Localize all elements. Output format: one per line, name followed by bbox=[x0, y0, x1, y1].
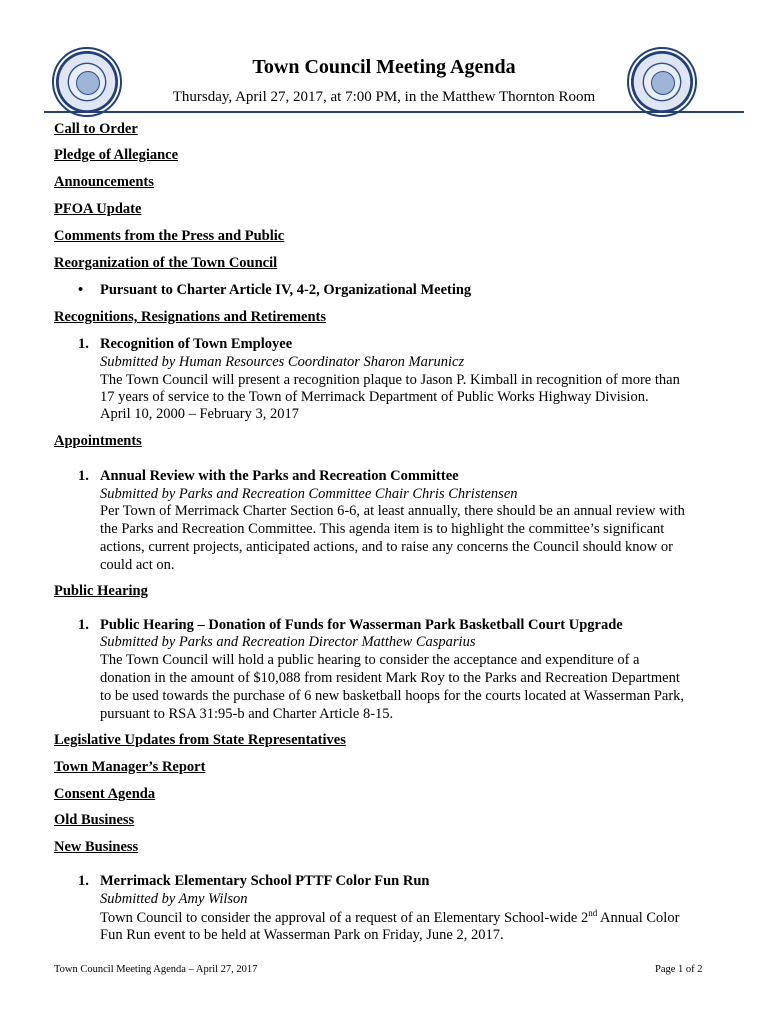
page-title: Town Council Meeting Agenda bbox=[252, 56, 516, 78]
item-title: Merrimack Elementary School PTTF Color Fun Run bbox=[100, 873, 430, 889]
item-number: 1. bbox=[78, 336, 89, 352]
item-title: Recognition of Town Employee bbox=[100, 336, 293, 352]
item-text-line: Fun Run event to be held at Wasserman Park on Friday, June 2, 2017. bbox=[100, 927, 504, 943]
item-text-line: The Town Council will hold a public hearing to consider the acceptance and expenditure of a bbox=[100, 652, 640, 668]
header-divider bbox=[44, 111, 744, 113]
item-text-line: to be used towards the purchase of 6 new basketball hoops for the courts located at Wasserman Park, bbox=[100, 688, 685, 704]
footer-title: Town Council Meeting Agenda – April 27, 2017 bbox=[54, 964, 258, 975]
page-number: Page 1 of 2 bbox=[655, 964, 703, 975]
item-text-part: Annual Color bbox=[597, 909, 680, 926]
item-submitted-by: Submitted by Amy Wilson bbox=[100, 891, 248, 907]
heading-pfoa-update: PFOA Update bbox=[54, 201, 142, 217]
item-text-line: The Town Council will present a recognition plaque to Jason P. Kimball in recognition of more than bbox=[100, 372, 680, 388]
heading-appointments: Appointments bbox=[54, 433, 142, 449]
item-text-line: Per Town of Merrimack Charter Section 6-6, at least annually, there should be an annual review with bbox=[100, 503, 685, 519]
ordinal-suffix: nd bbox=[588, 908, 598, 918]
heading-call-to-order: Call to Order bbox=[54, 121, 138, 137]
meeting-datetime: Thursday, April 27, 2017, at 7:00 PM, in the Matthew Thornton Room bbox=[172, 89, 596, 105]
item-text-line: donation in the amount of $10,088 from resident Mark Roy to the Parks and Recreation Department bbox=[100, 670, 680, 686]
heading-recognitions: Recognitions, Resignations and Retirements bbox=[54, 309, 327, 325]
heading-announcements: Announcements bbox=[54, 174, 154, 190]
item-text-line bbox=[100, 908, 679, 927]
item-text-part: Town Council to consider the approval of a request of an Elementary School-wide 2 bbox=[100, 909, 589, 926]
item-text-line: pursuant to RSA 31:95-b and Charter Article 8-15. bbox=[100, 706, 394, 722]
item-text-line: the Parks and Recreation Committee. This agenda item is to highlight the committee’s significant bbox=[100, 521, 665, 537]
heading-comments: Comments from the Press and Public bbox=[54, 228, 285, 244]
item-text-line: actions, current projects, anticipated actions, and to raise any concerns the Council should know or bbox=[100, 539, 673, 555]
reorg-item-text: Pursuant to Charter Article IV, 4-2, Organizational Meeting bbox=[100, 282, 472, 298]
item-title: Public Hearing – Donation of Funds for Wasserman Park Basketball Court Upgrade bbox=[100, 617, 623, 633]
item-submitted-by: Submitted by Parks and Recreation Director Matthew Casparius bbox=[100, 634, 476, 650]
item-title: Annual Review with the Parks and Recreation Committee bbox=[100, 468, 459, 484]
item-text-line: 17 years of service to the Town of Merrimack Department of Public Works Highway Division. bbox=[100, 389, 649, 405]
heading-legislative-updates: Legislative Updates from State Representatives bbox=[54, 732, 346, 748]
item-number: 1. bbox=[78, 617, 89, 633]
bullet-icon: • bbox=[78, 282, 84, 298]
heading-new-business: New Business bbox=[54, 839, 139, 855]
item-number: 1. bbox=[78, 873, 89, 889]
heading-old-business: Old Business bbox=[54, 812, 135, 828]
item-text-line: April 10, 2000 – February 3, 2017 bbox=[100, 406, 299, 422]
item-number: 1. bbox=[78, 468, 89, 484]
heading-pledge: Pledge of Allegiance bbox=[54, 147, 179, 163]
heading-public-hearing: Public Hearing bbox=[54, 583, 148, 599]
item-submitted-by: Submitted by Human Resources Coordinator Sharon Marunicz bbox=[100, 354, 465, 370]
heading-consent-agenda: Consent Agenda bbox=[54, 786, 156, 802]
heading-town-manager-report: Town Manager’s Report bbox=[54, 759, 206, 775]
item-submitted-by: Submitted by Parks and Recreation Committee Chair Chris Christensen bbox=[100, 486, 518, 502]
heading-reorganization: Reorganization of the Town Council bbox=[54, 255, 278, 271]
item-text-line: could act on. bbox=[100, 557, 175, 573]
